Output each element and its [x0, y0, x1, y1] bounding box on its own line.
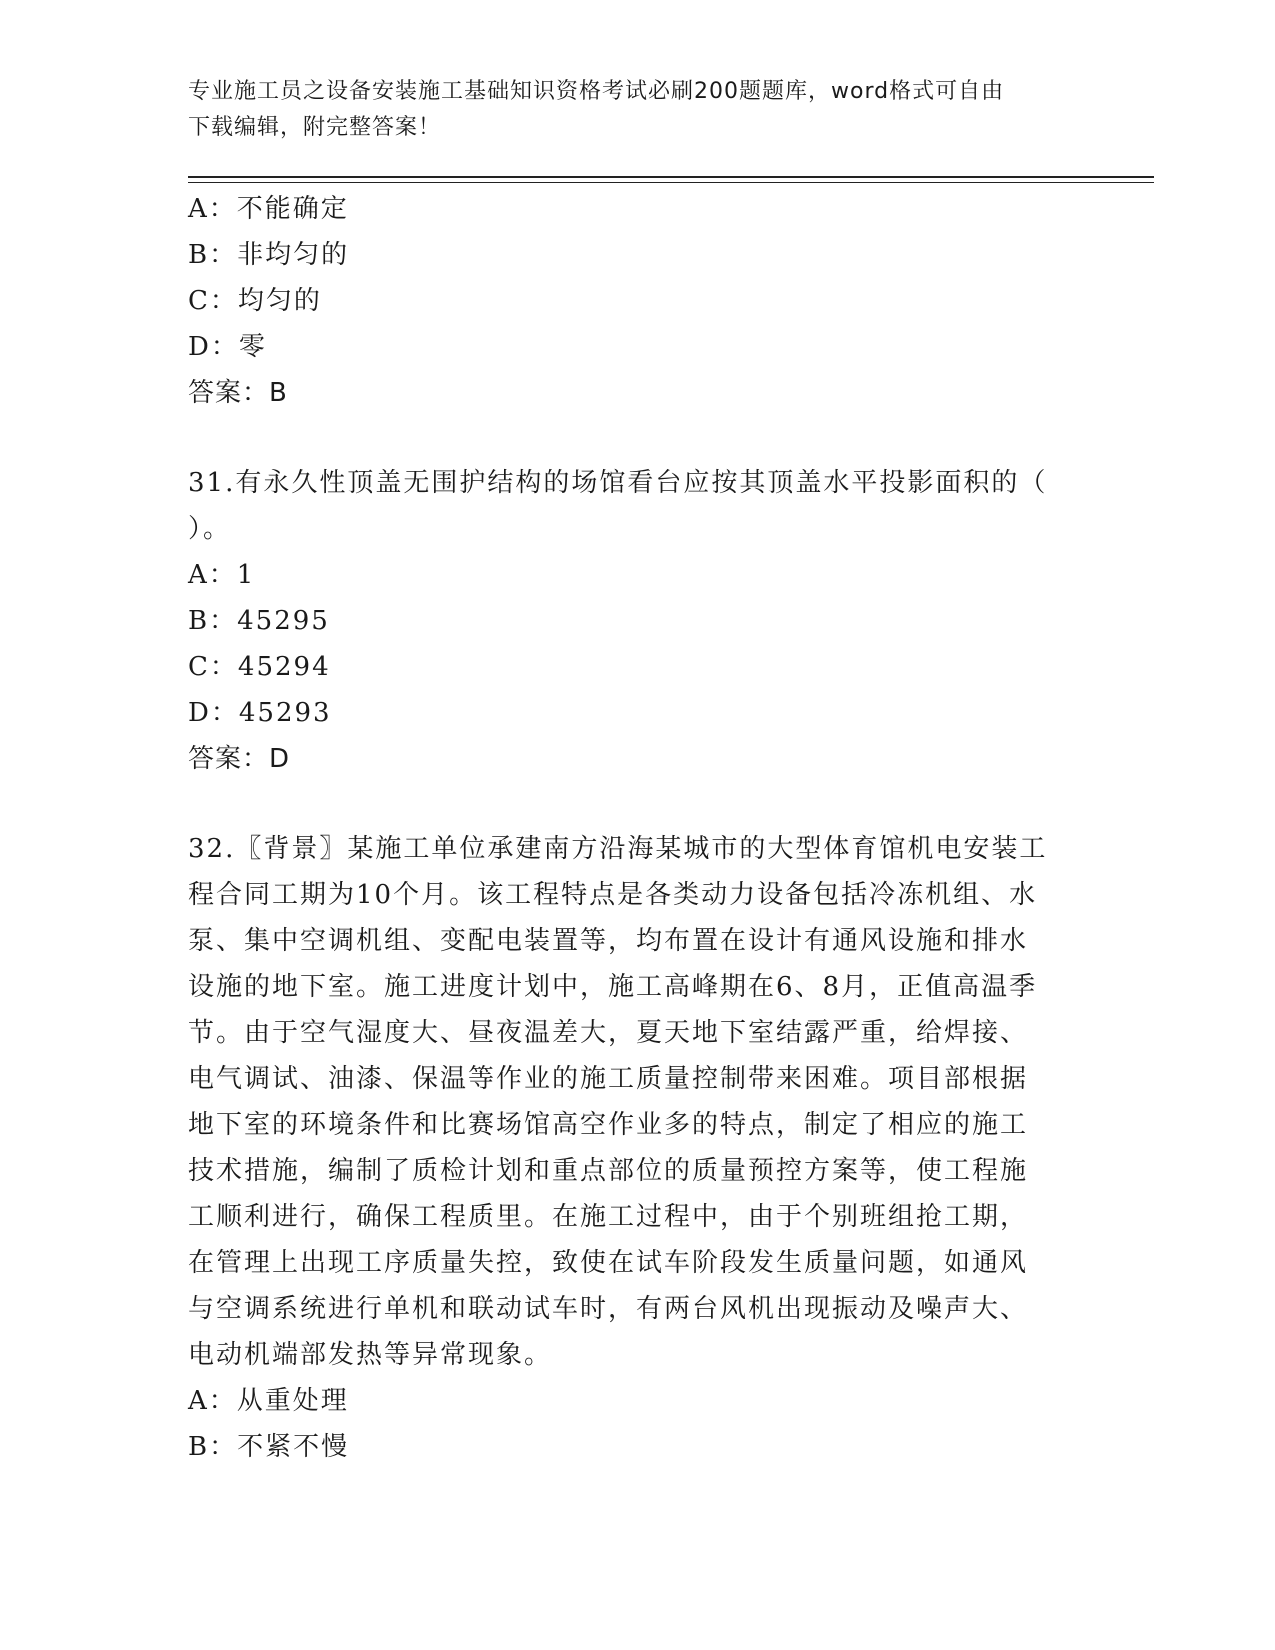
- q32-stem-line: 技术措施，编制了质检计划和重点部位的质量预控方案等，使工程施: [188, 1156, 1029, 1186]
- q32-stem-line: 节。由于空气湿度大、昼夜温差大，夏天地下室结露严重，给焊接、: [188, 1018, 1029, 1048]
- document-header: [188, 74, 1078, 146]
- header-title-line-1: 专业施工员之设备安装施工基础知识资格考试必刷200题题库，word格式可自由: [188, 79, 1005, 104]
- header-title-line-2: 下载编辑，附完整答案！: [188, 115, 442, 140]
- q32-stem-line: 电动机端部发热等异常现象。: [188, 1340, 553, 1370]
- q30-option-b: B：非均匀的: [188, 240, 350, 270]
- q31-option-c: C：45294: [188, 652, 331, 682]
- q31-stem-line-1: 31.有永久性顶盖无围护结构的场馆看台应按其顶盖水平投影面积的（: [188, 468, 1048, 498]
- header-divider-thin: [188, 182, 1154, 183]
- q31-answer: 答案：D: [188, 744, 291, 774]
- q30-option-d: D：零: [188, 332, 267, 362]
- q32-stem-line: 在管理上出现工序质量失控，致使在试车阶段发生质量问题，如通风: [188, 1248, 1029, 1278]
- q32-stem-line: 地下室的环境条件和比赛场馆高空作业多的特点，制定了相应的施工: [188, 1110, 1029, 1140]
- q32-options: [188, 1378, 1088, 1470]
- q32-stem-line: 设施的地下室。施工进度计划中，施工高峰期在6、8月，正值高温季: [188, 972, 1038, 1002]
- q31-options: [188, 552, 1088, 736]
- document-body: [188, 186, 1088, 1470]
- spacer: [188, 416, 1088, 460]
- header-divider-thick: [188, 176, 1154, 178]
- spacer: [188, 782, 1088, 826]
- q32-option-b: B：不紧不慢: [188, 1432, 350, 1462]
- q32-stem-line: 电气调试、油漆、保温等作业的施工质量控制带来困难。项目部根据: [188, 1064, 1029, 1094]
- q31-option-b: B：45295: [188, 606, 330, 636]
- q32-stem-line: 32.〖背景〗某施工单位承建南方沿海某城市的大型体育馆机电安装工: [188, 834, 1048, 864]
- q31-option-d: D：45293: [188, 698, 332, 728]
- q31-option-a: A：1: [188, 560, 256, 590]
- q32-stem: [188, 826, 1068, 1378]
- q30-options: [188, 186, 1088, 370]
- q31-stem-line-2: ）。: [188, 514, 232, 544]
- q32-stem-line: 程合同工期为10个月。该工程特点是各类动力设备包括冷冻机组、水: [188, 880, 1038, 910]
- q30-option-c: C：均匀的: [188, 286, 322, 316]
- q32-stem-line: 泵、集中空调机组、变配电装置等，均布置在设计有通风设施和排水: [188, 926, 1029, 956]
- q32-option-a: A：从重处理: [188, 1386, 349, 1416]
- q32-stem-line: 与空调系统进行单机和联动试车时，有两台风机出现振动及噪声大、: [188, 1294, 1029, 1324]
- q32-stem-line: 工顺利进行，确保工程质里。在施工过程中，由于个别班组抢工期，: [188, 1202, 1029, 1232]
- q31-stem: [188, 460, 1088, 552]
- q30-answer: 答案：B: [188, 378, 288, 408]
- q30-option-a: A：不能确定: [188, 194, 349, 224]
